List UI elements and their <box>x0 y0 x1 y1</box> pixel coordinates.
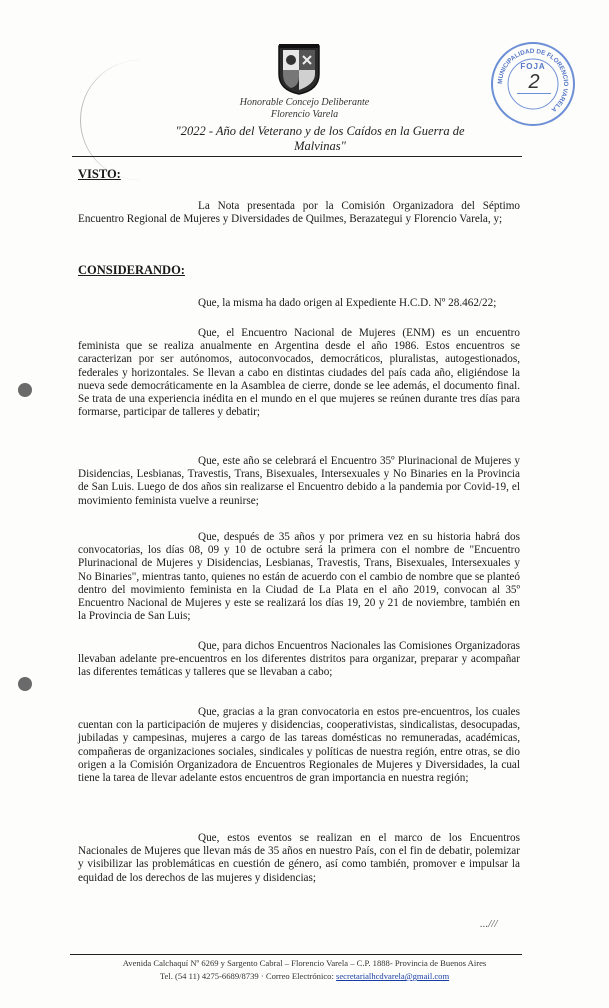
stamp-ring-text: MUNICIPALIDAD DE FLORENCIO VARELA <box>496 47 570 114</box>
punch-hole-bottom <box>18 677 32 691</box>
footer-contact <box>0 971 609 982</box>
footer-address: Avenida Calchaquí Nº 6269 y Sargento Cabral – Florencio Varela – C.P. 1888- Provincia de Buenos Aires <box>122 958 487 968</box>
visto-heading: VISTO: <box>78 167 121 181</box>
footer-divider <box>70 954 522 955</box>
considerando-paragraph-5: Que, para dichos Encuentros Nacionales las Comisiones Organizadoras llevaban adelante pre-encuentros en los diferentes distritos para organizar, preparar y acompañar las diferentes temáticas y talleres que se llevaban a cabo; <box>78 640 520 679</box>
council-crest-icon <box>277 44 321 96</box>
considerando-heading: CONSIDERANDO: <box>78 263 185 277</box>
considerando-paragraph-1: Que, la misma ha dado origen al Expediente H.C.D. Nº 28.462/22; <box>198 297 497 309</box>
considerando-paragraph-6: Que, gracias a la gran convocatoria en estos pre-encuentros, los cuales cuentan con la participación de mujeres y disidencias, cooperativistas, sindicalistas, desocupadas, jubiladas y campesinas, mujeres a cargo de las tareas domésticas no remuneradas, académicas, compañeras de organizaciones sociales, sindicales y políticas de nuestra región, entre otras, se dio origen a la Comisión Organizadora de Encuentros Regionales de Mujeres y Diversidades, la cual tiene la tarea de llevar adelante estos encuentros de gran importancia en nuestra región; <box>78 706 520 785</box>
punch-hole-top <box>18 383 32 397</box>
footer-phone: Tel. (54 11) 4275-6689/8739 · Correo Electrónico: <box>159 971 334 981</box>
council-name-line2: Florencio Varela <box>270 109 339 120</box>
considerando-paragraph-7: Que, estos eventos se realizan en el marco de los Encuentros Nacionales de Mujeres que llevan más de 35 años en nuestro País, con el fin de debatir, polemizar y visibilizar las problemáticas en cuestión de género, así como también, promover e impulsar la equidad de los derechos de las mujeres y disidencias; <box>78 832 520 884</box>
considerando-paragraph-2: Que, el Encuentro Nacional de Mujeres (ENM) es un encuentro feminista que se realiza anualmente en Argentina desde el año 1986. Estos encuentros se caracterizan por ser autónomos, autoconvocados, democráticos, pluralistas, autogestionados, federales y horizontales. Se llevan a cabo en distintas ciudades del país cada año, eligiéndose la nueva sede democráticamente en la Asamblea de cierre, donde se lee además, el documento final. Se trata de una experiencia inédita en el mundo en el que mujeres se reúnen durante tres días para formarse, participar de talleres y debatir; <box>78 327 520 419</box>
folio-stamp <box>491 42 575 126</box>
continuation-mark: .../// <box>480 918 498 930</box>
stamp-folio-number: 2 <box>517 71 551 94</box>
footer-email-link[interactable]: secretarialhcdvarela@gmail.com <box>336 971 450 981</box>
visto-text: La Nota presentada por la Comisión Organizadora del Séptimo Encuentro Regional de Mujeres y Diversidades de Quilmes, Berazategui y Florencio Varela, y; <box>78 200 520 226</box>
considerando-paragraph-3: Que, este año se celebrará el Encuentro 35º Plurinacional de Mujeres y Disidencias, Lesbianas, Travestis, Trans, Bisexuales, Intersexuales y No Binaries en la Provincia de San Luis. Luego de dos años sin realizarse el Encuentro debido a la pandemia por Covid-19, el movimiento feminista vuelve a reunirse; <box>78 455 520 507</box>
stamp-folio-label: FOJA <box>520 62 546 71</box>
considerando-paragraph-4: Que, después de 35 años y por primera vez en su historia habrá dos convocatorias, los días 08, 09 y 10 de octubre será la primera con el nombre de "Encuentro Plurinacional de Mujeres y Disidencias, Lesbianas, Travestis, Trans, Bisexuales, Intersexuales y No Binaries", mientras tanto, quienes no están de acuerdo con el cambio de nombre que se planteó dentro del movimiento feminista en la Ciudad de La Plata en el año 2019, convocan al 35º Encuentro Nacional de Mujeres y este se realizará los días 19, 20 y 21 de noviembre, también en la Provincia de San Luis; <box>78 531 520 623</box>
year-motto: "2022 - Año del Veterano y de los Caídos en la Guerra de Malvinas" <box>175 124 465 153</box>
council-name-line1: Honorable Concejo Deliberante <box>239 97 370 108</box>
header-divider <box>72 156 522 157</box>
